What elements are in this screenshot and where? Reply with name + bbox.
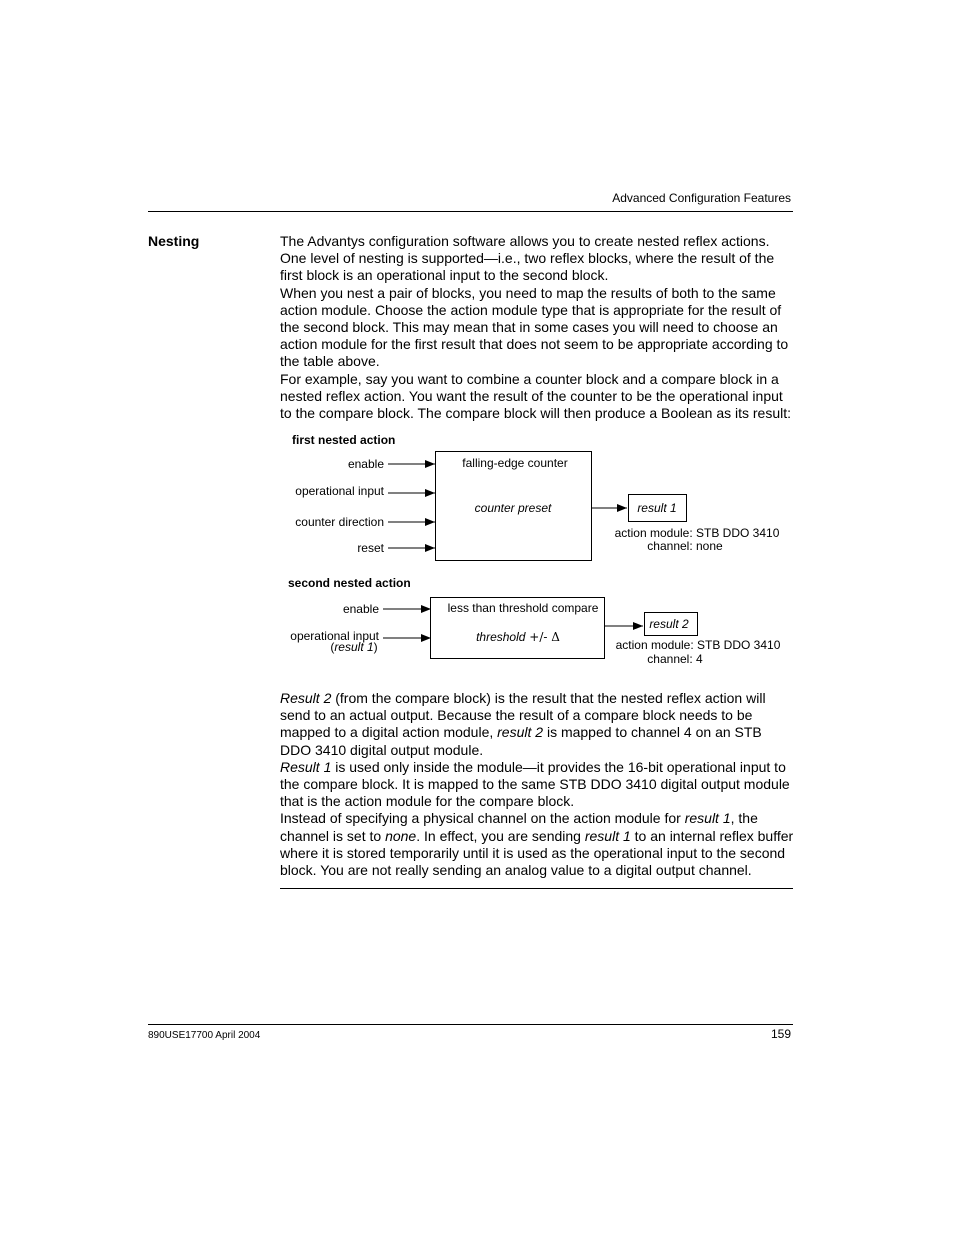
term-result-2-inline: result 2 [497, 724, 544, 741]
diagram2-input-enable: enable [342, 602, 379, 616]
diagram1-block-name: falling-edge counter [462, 456, 568, 470]
explanation-text [280, 690, 795, 879]
term-result-1-inline: result 1 [684, 810, 731, 827]
diagram1-input-reset: reset [357, 541, 384, 555]
diagram1-channel: channel: none [647, 539, 723, 553]
intro-paragraph-1: The Advantys configuration software allows you to create nested reflex actions. One level of nesting is supported—i.e., two reflex blocks, where the result of the first block is an operational input to the second block. [280, 233, 775, 284]
diagram1-input-operational: operational input [295, 484, 384, 498]
diagram2-action-module: action module: STB DDO 3410 [615, 638, 781, 652]
explanation-paragraph-2: Result 1 is used only inside the module—it provides the 16-bit operational input to the compare block. It is mapped to the same STB DDO 3410 digital output module that is the action module for the compare block. [280, 758, 790, 810]
footer-rule [148, 1024, 793, 1025]
term-result-1-buffer: result 1 [584, 827, 631, 844]
diagram1-input-direction: counter direction [295, 515, 384, 529]
explanation-paragraph-1: Result 2 (from the compare block) is the result that the nested reflex action will send to an actual output. Because the result of a compare block needs to be mapped to a digital action module, result 2 is mapped to channel 4 on an STB DDO 3410 digital output module. [280, 690, 766, 758]
section-title: Nesting [148, 233, 200, 249]
diagram2-block-param-suffix: +/- Δ [525, 630, 560, 644]
diagram2-channel: channel: 4 [647, 652, 703, 666]
intro-paragraph-3: For example, say you want to combine a counter block and a compare block in a nested reflex action. You want the result of the counter to be the operational input to the compare block. The compare block will then produce a Boolean as its result: [280, 370, 792, 422]
diagram1-action-module: action module: STB DDO 3410 [614, 526, 780, 540]
diagram2-input-source-ref: result 1 [334, 640, 374, 654]
explanation-paragraph-3: Instead of specifying a physical channel on the action module for result 1, the channel is set to none. In effect, you are sending result 1 to an internal reflex buffer where it is stored temporarily until it is used as the operational input to the second block. You are not really sending an analog value to a digital output channel. [280, 810, 794, 879]
diagram2-block-param-line [476, 630, 560, 644]
diagram2-input-operational: operational input [290, 629, 379, 643]
diagram2-input-source: (result 1) [330, 640, 378, 654]
term-result-1: Result 1 [280, 758, 332, 775]
running-header: Advanced Configuration Features [612, 191, 791, 205]
diagram1-result-label: result 1 [637, 501, 677, 515]
diagram2-result-label: result 2 [649, 617, 689, 631]
footer-doc-id: 890USE17700 April 2004 [148, 1030, 261, 1041]
diagram2-block-name: less than threshold compare [447, 601, 599, 615]
diagram1-input-enable: enable [347, 457, 384, 471]
term-none: none [385, 827, 417, 844]
term-result-2: Result 2 [280, 690, 332, 706]
diagram2-block-param: threshold [476, 630, 526, 644]
intro-paragraph-2: When you nest a pair of blocks, you need to map the results of both to the same action module. Choose the action module type that is appropriate for the result of the second block. This may mean that in some cases you will need to choose an action module for the first result that does not seem to be appropriate according to the table above. [280, 284, 789, 370]
section-end-rule [280, 888, 793, 889]
diagram1-title: first nested action [292, 433, 396, 447]
diagram1-block-param: counter preset [474, 501, 552, 515]
diagram2-title: second nested action [288, 576, 411, 590]
page-number: 159 [770, 1027, 791, 1041]
